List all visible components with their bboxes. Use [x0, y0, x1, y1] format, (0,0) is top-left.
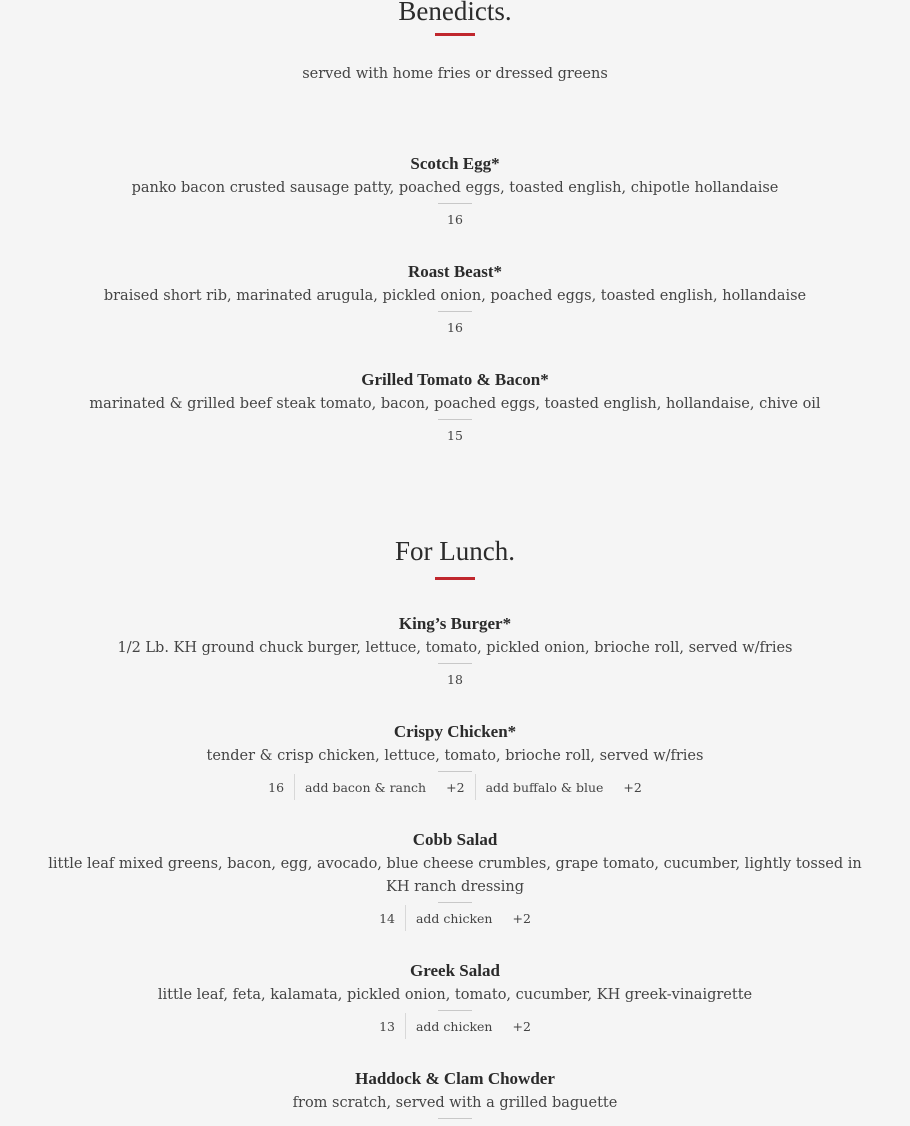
addon-label: add chicken [415, 910, 493, 926]
price-row [0, 666, 910, 692]
lunch-title-rule [435, 577, 475, 580]
item-price: 14 [379, 910, 395, 926]
item-price: 16 [447, 211, 463, 227]
menu-item-grilled-tomato-bacon [0, 369, 910, 448]
price-row [0, 1013, 910, 1039]
menu-item-greek-salad [0, 960, 910, 1039]
lunch-title: For Lunch. [395, 536, 515, 566]
benedicts-subtitle: served with home fries or dressed greens [302, 66, 608, 82]
item-name: Greek Salad [410, 961, 500, 980]
price-row [0, 422, 910, 448]
benedicts-title: Benedicts. [398, 0, 512, 26]
addon-price: +2 [512, 1018, 531, 1034]
price-row [0, 774, 910, 800]
item-name: Haddock & Clam Chowder [355, 1069, 555, 1088]
lunch-section-header [0, 535, 910, 580]
item-description: tender & crisp chicken, lettuce, tomato, brioche roll, served w/fries [207, 745, 704, 772]
addon-label: add bacon & ranch [305, 779, 427, 795]
addon-price: +2 [446, 779, 465, 795]
menu-item-haddock-clam-chowder [0, 1068, 910, 1119]
item-name: King’s Burger* [398, 614, 512, 633]
item-price: 18 [447, 671, 463, 687]
item-description: little leaf, feta, kalamata, pickled onion, tomato, cucumber, KH greek-vinaigrette [158, 984, 752, 1011]
addon-price: +2 [623, 779, 642, 795]
price-row [0, 314, 910, 340]
item-description: marinated & grilled beef steak tomato, bacon, poached eggs, toasted english, hollandaise, chive oil [89, 393, 820, 420]
item-description: panko bacon crusted sausage patty, poached eggs, toasted english, chipotle hollandaise [132, 177, 779, 204]
item-description: from scratch, served with a grilled baguette [293, 1092, 618, 1119]
addon-label: add chicken [415, 1018, 493, 1034]
price-row [0, 206, 910, 232]
benedicts-section-header [0, 0, 910, 82]
menu-item-scotch-egg [0, 153, 910, 232]
item-price: 13 [379, 1018, 395, 1034]
item-name: Scotch Egg* [410, 154, 500, 173]
menu-item-roast-beast [0, 261, 910, 340]
item-price: 16 [268, 779, 285, 795]
addon-chicken [405, 905, 541, 931]
benedicts-title-rule [435, 33, 475, 36]
item-description: little leaf mixed greens, bacon, egg, avocado, blue cheese crumbles, grape tomato, cucumber, lightly tossed in KH ranch dressing [35, 853, 875, 903]
addon-label: add buffalo & blue [485, 779, 604, 795]
menu-item-kings-burger [0, 613, 910, 692]
menu-item-cobb-salad [0, 829, 910, 931]
item-description: 1/2 Lb. KH ground chuck burger, lettuce, tomato, pickled onion, brioche roll, served w/fries [117, 637, 792, 664]
item-name: Cobb Salad [412, 830, 498, 849]
item-price: 15 [447, 427, 463, 443]
addon-price: +2 [512, 910, 531, 926]
addon-bacon-ranch [294, 774, 475, 800]
item-name: Grilled Tomato & Bacon* [361, 370, 549, 389]
price-row [0, 905, 910, 931]
menu-item-crispy-chicken [0, 721, 910, 800]
addon-buffalo-blue [475, 774, 652, 800]
item-name: Roast Beast* [408, 262, 502, 281]
item-price: 16 [447, 319, 463, 335]
addon-chicken [405, 1013, 541, 1039]
item-description: braised short rib, marinated arugula, pickled onion, poached eggs, toasted english, hollandaise [104, 285, 806, 312]
item-name: Crispy Chicken* [393, 722, 517, 741]
